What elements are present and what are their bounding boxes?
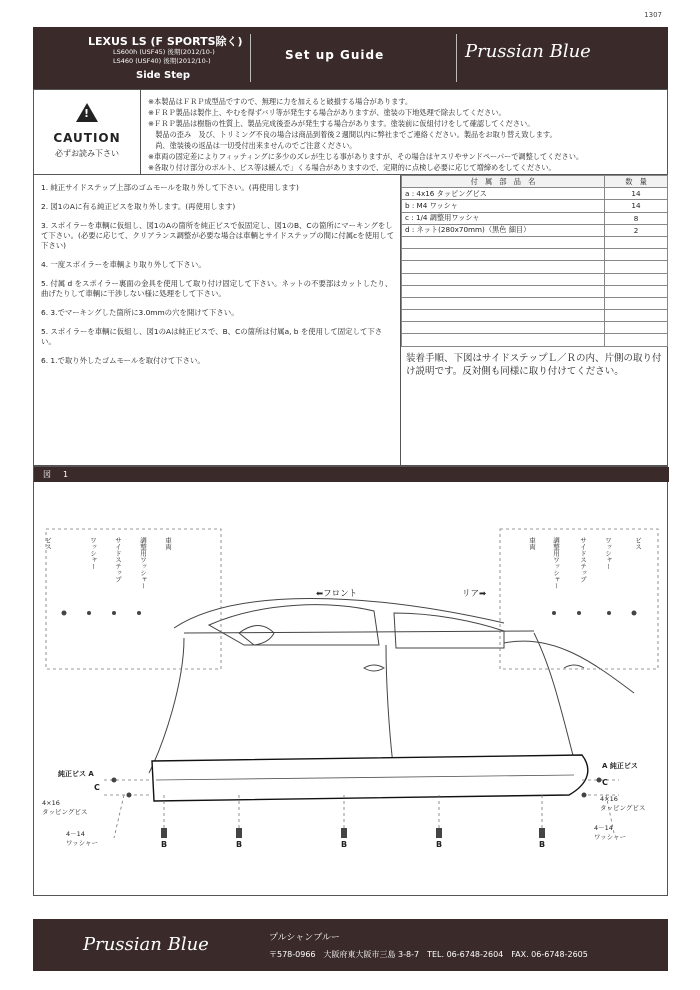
detail-label: サイドステップ [579,537,587,583]
side-step-part [152,755,588,801]
step-item: 6. 3.でマーキングした箇所に3.0mmの穴を開けて下さい。 [41,308,239,317]
callout-c-left: C [94,783,100,792]
callout-b: B [539,840,546,849]
table-row [402,200,668,212]
detail-label: 調整用ワッシャー [552,537,560,589]
table-row-empty [402,261,668,273]
callout-b: B [236,840,243,849]
figure-label-bar [34,467,669,482]
table-row-empty [402,249,668,261]
part-name [402,334,605,346]
detail-label: 調整用ワッシャー [139,537,147,589]
caution-title: CAUTION [53,131,121,145]
callout-screw-left: 4×16 タッピングビス [42,799,88,816]
footer-banner [33,919,668,971]
table-row [402,224,668,236]
caution-subtitle: 必ずお読み下さい [55,149,119,158]
header-divider [250,34,251,82]
step-item: 6. 1.で取り外したゴムモールを取付けて下さい。 [41,356,205,365]
callout-washer-right: 4－14 ワッシャー [594,824,627,841]
part-name [402,297,605,309]
step-item: 3. スポイラーを車輌に仮組し、図1のAの箇所を純正ビスで仮固定し、図1のB、Cの箇所にマーキングをして下さい。(必要に応じて、クリアランス調整が必要な場合は車輌とサイドステップの間に付属cを使用して下さい) [41,221,395,250]
car-roofline [174,598,504,628]
car-door-seam [386,645,394,773]
rear-direction-label: リア➡ [462,589,487,599]
detail-label: ビス [634,537,642,550]
callout-screw-right: 4×16 タッピングビス [600,795,646,812]
part-name [402,236,605,248]
car-door-handle [564,665,584,668]
part-qty [605,310,668,322]
brand-logo: Prussian Blue [465,41,591,62]
step-item: 5. スポイラーを車輌に仮組し、図1のAは純正ビスで、B、Cの箇所は付属a, b を使用して固定して下さい。 [41,327,383,346]
part-qty [605,334,668,346]
caution-note: ※本製品はＦＲＰ成型品ですので、無理に力を加えると破損する場合があります。 [148,97,413,106]
callout-b: B [341,840,348,849]
part-qty [605,285,668,297]
part-name: d : ネット(280x70mm)（黒色 細目） [402,224,605,236]
vehicle-variant-2: LS460 (USF40) 後期(2012/10-) [113,57,211,65]
company-name: プルシャンブルー [269,933,340,943]
detail-label: 車両 [528,537,536,550]
figure-1 [33,466,668,896]
caution-notes [148,96,658,173]
part-qty [605,236,668,248]
parts-qty-header: 数 量 [605,176,668,188]
vehicle-model: LEXUS LS (F SPORTS除く) [88,35,243,48]
detail-box-left [46,529,221,669]
company-address: 〒578-0966 大阪府東大阪市三島 3-8-7 TEL. 06-6748-2604 FAX. 06-6748-2605 [269,950,588,959]
product-name: Side Step [136,70,190,81]
table-row-empty [402,322,668,334]
detail-label: サイドステップ [114,537,122,583]
main-section [33,175,668,466]
part-name: a : 4x16 タッピングビス [402,188,605,200]
table-row-empty [402,310,668,322]
detail-label: ワッシャー [604,537,612,570]
callout-washer-left: 4－14 ワッシャー [66,830,99,847]
part-qty: 14 [605,188,668,200]
table-row-empty [402,236,668,248]
caution-note: ※車両の固定差によりフィッティングに多少のズレが生じる事がありますが、その場合はヤスリやサンドペーパーで調整してください。 [148,152,584,161]
figure-label: 図 1 [43,470,71,479]
part-name: b : M4 ワッシャ [402,200,605,212]
part-name [402,322,605,334]
part-name: c : 1/4 調整用ワッシャ [402,212,605,224]
car-fender-arch [504,641,634,693]
footer-brand-logo: Prussian Blue [83,934,209,955]
detail-label: ワッシャー [89,537,97,570]
part-qty [605,249,668,261]
front-direction-label: ⬅フロント [316,589,358,599]
detail-label: ビス [44,537,52,550]
callout-c-right: C [602,778,608,787]
caution-note: ※各取り付け部分のボルト、ビス等は緩んで」くる場合がありますので、定期的に点検し必要に応じて増締めをしてください。 [148,163,556,172]
detail-label: 車両 [164,537,172,550]
caution-badge [34,90,141,174]
step-item: 4. 一度スポイラーを車輌より取り外して下さい。 [41,260,206,269]
car-beltline [184,631,534,633]
callout-b: B [161,840,168,849]
table-row [402,188,668,200]
table-row-empty [402,285,668,297]
part-name [402,261,605,273]
installation-steps [41,183,396,375]
car-window [209,605,379,645]
part-qty: 14 [605,200,668,212]
part-name [402,310,605,322]
part-name [402,249,605,261]
header-banner [33,27,668,89]
callout-a-left: 純正ビス A [58,770,94,778]
part-qty: 2 [605,224,668,236]
callout-a-right: A 純正ビス [602,762,638,770]
caution-note: 製品の歪み 及び、トリミング不良の場合は商品到着後２週間以内に弊社までご連絡ください。製品をお取り替え致します。 [148,130,557,139]
car-front-door [149,638,184,773]
car-mirror [239,626,274,646]
warning-triangle-icon [76,103,98,122]
figure-diagram [34,483,667,896]
car-window [394,613,504,648]
table-header-row [402,176,668,188]
header-divider [456,34,457,82]
part-qty [605,261,668,273]
vehicle-variant-1: LS600h (USF45) 後期(2012/10-) [113,48,215,56]
step-item: 2. 図1のAに有る純正ビスを取り外します。(再使用します) [41,202,236,211]
parts-table [401,175,668,347]
car-door-handle [364,665,384,671]
part-qty: 8 [605,212,668,224]
caution-note: ※ＦＲＰ製品は樹脂の性質上、製品完成後歪みが発生する場合があります。塗装前に仮組付けをして確認してください。 [148,119,535,128]
table-row-empty [402,297,668,309]
table-row [402,212,668,224]
document-code: 1307 [644,11,662,19]
caution-note: 尚、塗装後の返品は一切受付出来ませんのでご注意ください。 [148,141,357,150]
table-row-empty [402,334,668,346]
parts-name-header: 付 属 部 品 名 [402,176,605,188]
guide-title: Set up Guide [285,48,385,62]
callout-b: B [436,840,443,849]
caution-section [33,89,668,175]
step-item: 1. 純正サイドステップ上部のゴムモールを取り外して下さい。(再使用します) [41,183,299,192]
step-item: 5. 付属 d をスポイラー裏面の金具を使用して取り付け固定して下さい。ネットの不要部はカットしたり、曲げたりして車輌に干渉しない様に処理をして下さい。 [41,279,393,298]
caution-note: ※ＦＲＰ製品は製作上、やむを得ずバリ等が発生する場合がありますが、塗装の下地処理で除去してください。 [148,108,506,117]
part-name [402,285,605,297]
table-row-empty [402,273,668,285]
part-qty [605,322,668,334]
part-qty [605,273,668,285]
part-name [402,273,605,285]
part-qty [605,297,668,309]
installation-note: 装着手順、下図はサイドステップＬ／Ｒの内、片側の取り付け説明です。反対側も同様に取り付けてください。 [406,353,662,377]
